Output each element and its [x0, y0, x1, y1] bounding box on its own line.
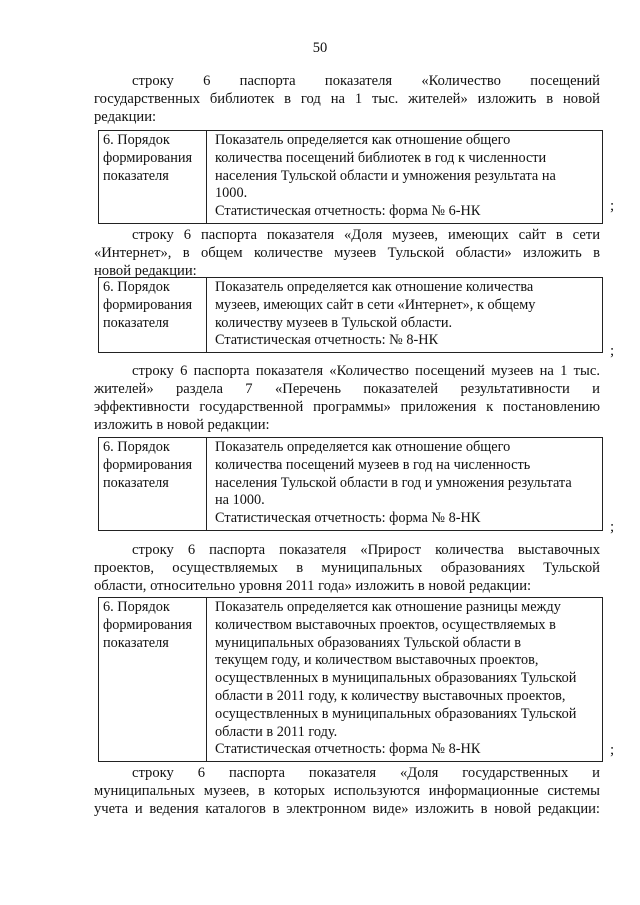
description-line: количества посещений музеев в год на численность	[215, 456, 531, 473]
description-line: количеству музеев в Тульской области.	[215, 314, 453, 331]
paragraph-line: строку 6 паспорта показателя «Доля государственных и	[132, 765, 600, 781]
amendment-paragraph	[94, 226, 600, 280]
paragraph-line: учета и ведения каталогов в электронном виде» изложить в новой редакции:	[94, 801, 600, 817]
description-line: Показатель определяется как отношение общего	[215, 132, 511, 148]
paragraph-line: жителей» раздела 7 «Перечень показателей результативности и	[94, 381, 600, 397]
description-line: муниципальных образованиях Тульской области в	[215, 634, 521, 651]
label-line: формирования	[103, 149, 193, 166]
description-line: на 1000.	[215, 492, 265, 509]
table-description-cell	[207, 278, 602, 352]
paragraph-line: эффективности государственной программы» приложения к постановлению	[94, 399, 600, 415]
description-line: населения Тульской области и умножения результата на	[215, 167, 556, 184]
paragraph-line: муниципальных музеев, в которых используются информационные системы	[94, 783, 600, 799]
paragraph-line: проектов, осуществляемых в муниципальных образованиях Тульской	[94, 560, 600, 576]
description-line: Статистическая отчетность: форма № 8-НК	[215, 741, 481, 758]
table-terminator: ;	[610, 343, 615, 359]
description-line: текущем году, и количеством выставочных проектов,	[215, 652, 539, 669]
table-label-cell	[99, 131, 207, 223]
paragraph-line: редакции:	[94, 109, 157, 125]
amendment-paragraph	[94, 541, 600, 595]
table-description-cell	[207, 598, 602, 761]
description-line: 1000.	[215, 185, 248, 202]
paragraph-line: области, относительно уровня 2011 года» изложить в новой редакции:	[94, 578, 532, 594]
table-description-cell	[207, 438, 602, 530]
page-number: 50	[312, 40, 328, 56]
label-line: 6. Порядок	[103, 279, 170, 295]
paragraph-line: строку 6 паспорта показателя «Количество посещений музеев на 1 тыс.	[132, 363, 600, 379]
label-line: показателя	[103, 167, 169, 184]
description-line: музеев, имеющих сайт в сети «Интернет», к общему	[215, 296, 536, 313]
amendment-paragraph	[94, 362, 600, 434]
description-line: Статистическая отчетность: форма № 6-НК	[215, 203, 481, 220]
description-line: количества посещений библиотек в год к численности	[215, 149, 547, 166]
indicator-table	[98, 130, 603, 224]
paragraph-line: строку 6 паспорта показателя «Количество посещений	[132, 73, 600, 89]
description-line: области в 2011 году.	[215, 723, 338, 740]
paragraph-line: государственных библиотек в год на 1 тыс. жителей» изложить в новой	[94, 91, 600, 107]
paragraph-line: строку 6 паспорта показателя «Прирост количества выставочных	[132, 542, 600, 558]
label-line: 6. Порядок	[103, 132, 170, 148]
label-line: формирования	[103, 616, 193, 633]
indicator-table	[98, 597, 603, 762]
table-terminator: ;	[610, 742, 615, 758]
label-line: 6. Порядок	[103, 599, 170, 615]
label-line: формирования	[103, 296, 193, 313]
indicator-table	[98, 437, 603, 531]
paragraph-line: строку 6 паспорта показателя «Доля музеев, имеющих сайт в сети	[132, 227, 600, 243]
label-line: формирования	[103, 456, 193, 473]
label-line: 6. Порядок	[103, 439, 170, 455]
table-terminator: ;	[610, 198, 615, 214]
table-terminator: ;	[610, 519, 615, 535]
label-line: показателя	[103, 634, 169, 651]
description-line: осуществленных в муниципальных образованиях Тульской	[215, 705, 577, 722]
description-line: Показатель определяется как отношение количества	[215, 279, 534, 295]
table-label-cell	[99, 438, 207, 530]
amendment-paragraph	[94, 72, 600, 126]
paragraph-line: «Интернет», в общем количестве музеев Тульской области» изложить в	[94, 245, 600, 261]
table-description-cell	[207, 131, 602, 223]
label-line: показателя	[103, 474, 169, 491]
amendment-paragraph	[94, 764, 600, 818]
table-label-cell	[99, 278, 207, 352]
description-line: осуществленных в муниципальных образованиях Тульской	[215, 670, 577, 687]
paragraph-line: изложить в новой редакции:	[94, 417, 270, 433]
description-line: Статистическая отчетность: № 8-НК	[215, 332, 439, 349]
description-line: Показатель определяется как отношение общего	[215, 439, 511, 455]
description-line: области в 2011 году, к количеству выставочных проектов,	[215, 687, 566, 704]
paragraph-line: новой редакции:	[94, 263, 197, 279]
label-line: показателя	[103, 314, 169, 331]
description-line: Показатель определяется как отношение разницы между	[215, 599, 561, 615]
table-label-cell	[99, 598, 207, 761]
indicator-table	[98, 277, 603, 353]
description-line: количеством выставочных проектов, осуществляемых в	[215, 616, 556, 633]
description-line: населения Тульской области в год и умножения результата	[215, 474, 572, 491]
description-line: Статистическая отчетность: форма № 8-НК	[215, 510, 481, 527]
